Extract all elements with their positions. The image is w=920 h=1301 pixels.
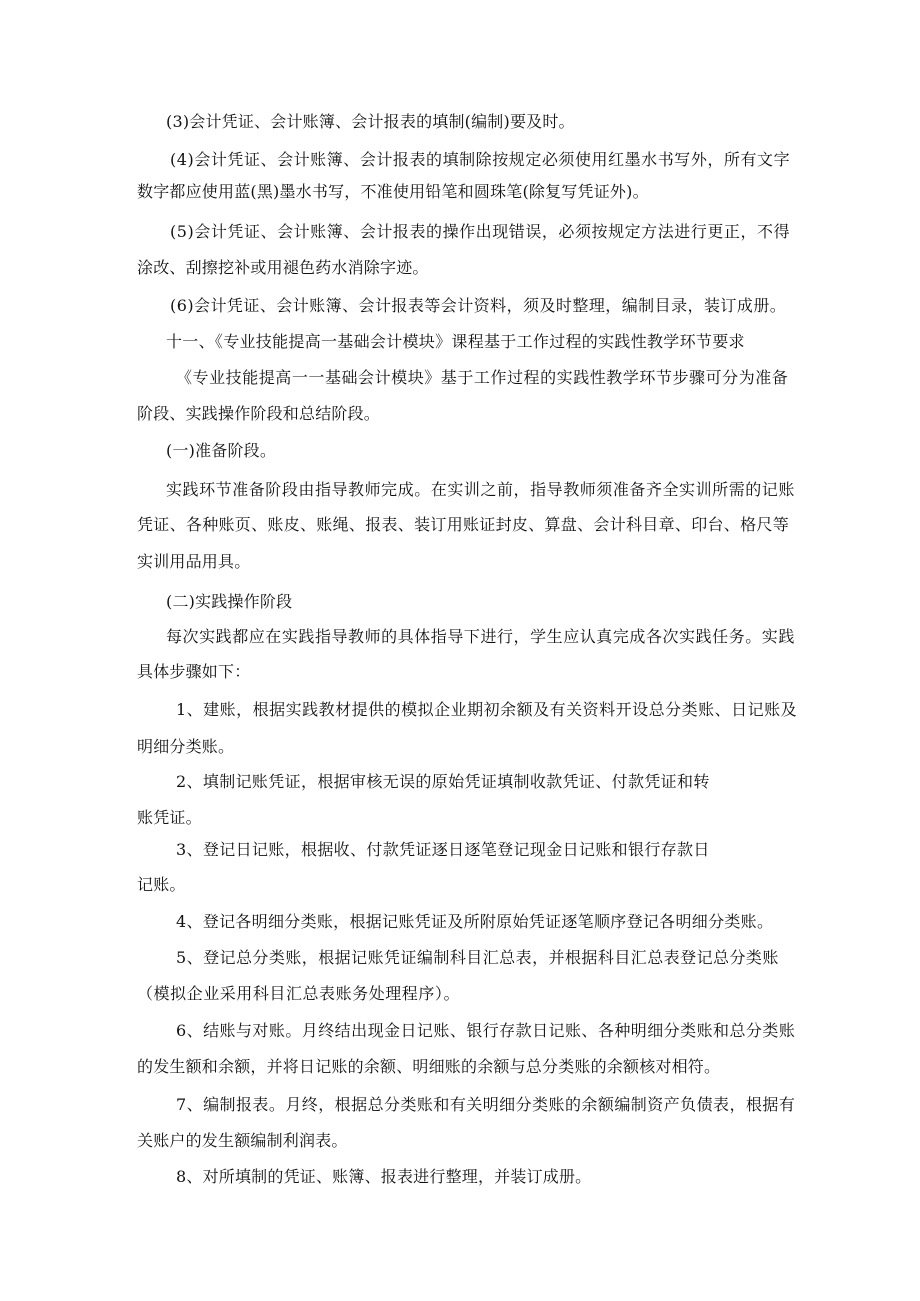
text-line: 阶段、实践操作阶段和总结阶段。 xyxy=(137,404,381,423)
text-line: 涂改、刮擦挖补或用褪色药水消除字迹。 xyxy=(137,258,429,277)
text-line: （模拟企业采用科目汇总表账务处理程序）。 xyxy=(137,984,461,1003)
text-line: 的发生额和余额，并将日记账的余额、明细账的余额与总分类账的余额核对相符。 xyxy=(137,1057,721,1076)
text-line: 凭证、各种账页、账皮、账绳、报表、装订用账证封皮、算盘、会计科目章、印台、格尺等 xyxy=(137,515,790,534)
step-item: 2、填制记账凭证，根据审核无误的原始凭证填制收款凭证、付款凭证和转 xyxy=(176,772,710,791)
subsection-heading: (一)准备阶段。 xyxy=(166,441,277,460)
section-heading: 十一、《专业技能提高一基础会计模块》课程基于工作过程的实践性教学环节要求 xyxy=(166,332,745,351)
text-line: 实践环节准备阶段由指导教师完成。在实训之前，指导教师须准备齐全实训所需的记账 xyxy=(166,480,795,499)
text-line: 记账。 xyxy=(137,875,186,894)
text-line: (6)会计凭证、会计账簿、会计报表等会计资料，须及时整理，编制目录，装订成册。 xyxy=(170,296,787,315)
step-item: 4、登记各明细分类账，根据记账凭证及所附原始凭证逐笔顺序登记各明细分类账。 xyxy=(176,912,774,931)
step-item: 8、对所填制的凭证、账簿、报表进行整理，并装订成册。 xyxy=(176,1167,592,1186)
text-line: 账凭证。 xyxy=(137,808,202,827)
step-item: 7、编制报表。月终，根据总分类账和有关明细分类账的余额编制资产负债表，根据有 xyxy=(176,1095,796,1114)
text-line: (5)会计凭证、会计账簿、会计报表的操作出现错误，必须按规定方法进行更正，不得 xyxy=(170,222,791,241)
text-line: (4)会计凭证、会计账簿、会计报表的填制除按规定必须使用红墨水书写外，所有文字 xyxy=(170,150,791,169)
step-item: 5、登记总分类账，根据记账凭证编制科目汇总表，并根据科目汇总表登记总分类账 xyxy=(176,948,779,967)
text-line: 具体步骤如下： xyxy=(137,662,251,681)
text-line: 《专业技能提高一一基础会计模块》基于工作过程的实践性教学环节步骤可分为准备 xyxy=(176,368,789,387)
text-line: 实训用品用具。 xyxy=(137,552,251,571)
subsection-heading: (二)实践操作阶段 xyxy=(166,592,293,611)
text-line: 明细分类账。 xyxy=(137,737,235,756)
step-item: 3、登记日记账，根据收、付款凭证逐日逐笔登记现金日记账和银行存款日 xyxy=(176,840,710,859)
step-item: 1、建账，根据实践教材提供的模拟企业期初余额及有关资料开设总分类账、日记账及 xyxy=(176,700,798,719)
text-line: 关账户的发生额编制利润表。 xyxy=(137,1131,348,1150)
text-line: 数字都应使用蓝(黑)墨水书写，不准使用铅笔和圆珠笔(除复写凭证外)。 xyxy=(137,182,649,201)
text-line: 每次实践都应在实践指导教师的具体指导下进行，学生应认真完成各次实践任务。实践 xyxy=(166,627,795,646)
text-line: (3)会计凭证、会计账簿、会计报表的填制(编制)要及时。 xyxy=(166,112,575,131)
step-item: 6、结账与对账。月终结出现金日记账、银行存款日记账、各种明细分类账和总分类账 xyxy=(176,1021,796,1040)
